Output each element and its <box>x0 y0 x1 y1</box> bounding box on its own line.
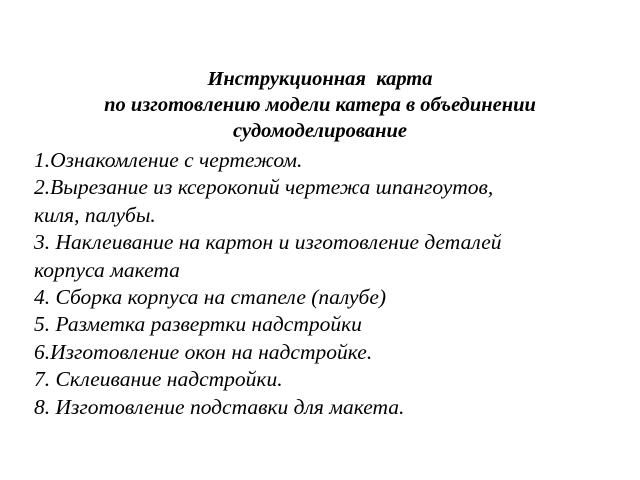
title-line-2: по изготовлению модели катера в объединении <box>104 94 536 116</box>
steps-list <box>34 147 634 421</box>
step-line-2: 2.Вырезание из ксерокопий чертежа шпангоутов, <box>34 175 494 200</box>
title-line-3: судомоделирование <box>233 120 407 142</box>
step-line-5: корпуса макета <box>34 257 180 282</box>
step-line-10: 8. Изготовление подставки для макета. <box>34 394 405 419</box>
title-line-1: Инструкционная карта <box>207 68 433 90</box>
card-title <box>0 66 640 144</box>
step-line-4: 3. Наклеивание на картон и изготовление деталей <box>34 230 502 255</box>
step-line-6: 4. Сборка корпуса на стапеле (палубе) <box>34 285 387 310</box>
step-line-8: 6.Изготовление окон на надстройке. <box>34 339 373 364</box>
step-line-1: 1.Ознакомление с чертежом. <box>34 148 303 172</box>
step-line-7: 5. Разметка развертки надстройки <box>34 312 362 337</box>
step-line-9: 7. Склеивание надстройки. <box>34 367 283 392</box>
step-line-3: киля, палубы. <box>34 202 156 227</box>
